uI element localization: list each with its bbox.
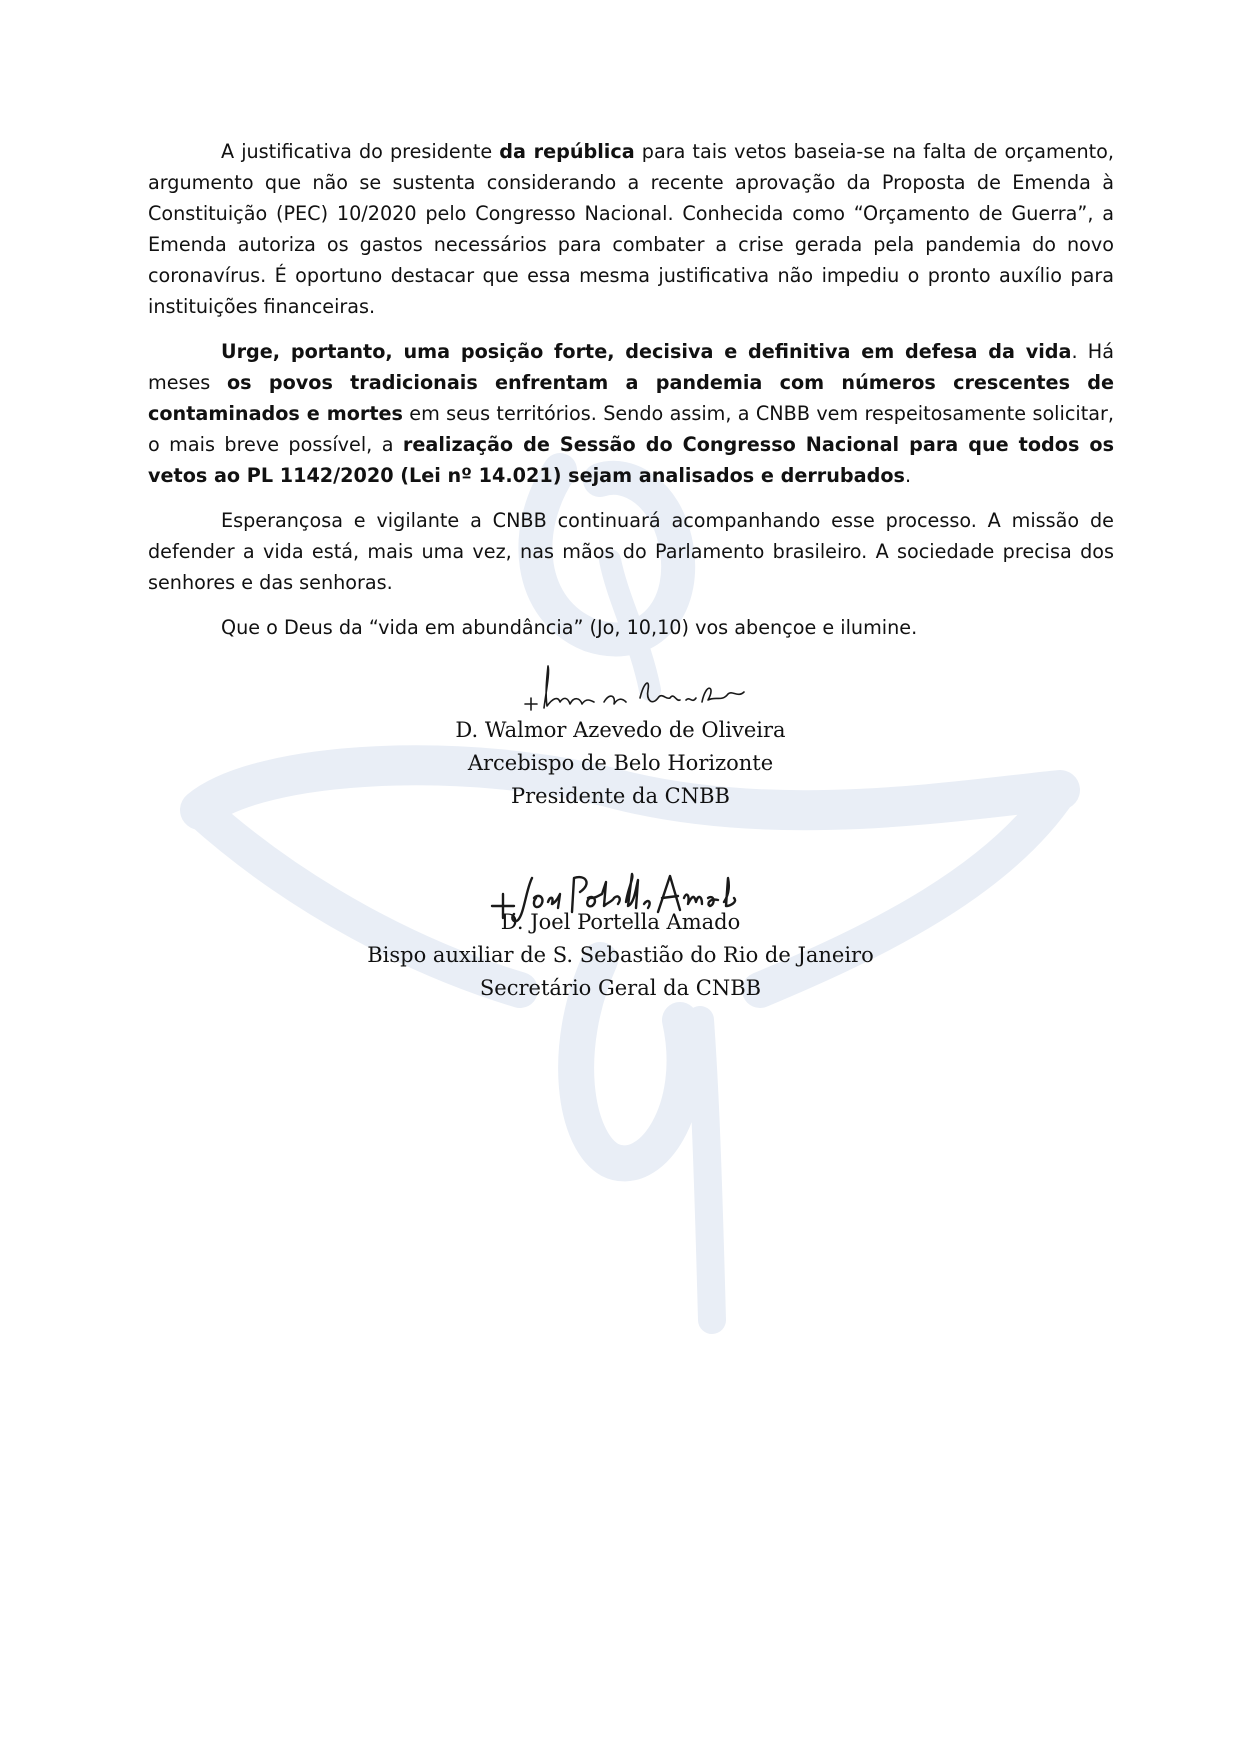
signature-walmor (520, 662, 750, 722)
paragraph-justificativa (148, 136, 1114, 322)
paragraph-urge (148, 336, 1114, 491)
signatory-name: D. Joel Portella Amado (500, 910, 741, 934)
paragraph-run: . Há meses (148, 340, 1114, 394)
paragraph-run-bold: Urge, portanto, uma posição forte, decisiva e definitiva em defesa da vida (221, 340, 1072, 363)
paragraph-run-bold: realização de Sessão do Congresso Nacional para que todos os vetos ao PL 1142/2020 (Lei nº 14.021) sejam analisados e derrubados (148, 433, 1114, 487)
paragraph-run: . (904, 464, 912, 487)
paragraph-run: Esperançosa e vigilante a CNBB continuará acompanhando esse processo. A missão de defender a vida está, mais uma vez, nas mãos do Parlamento brasileiro. A sociedade precisa dos senhores e das senhoras. (148, 509, 1114, 594)
paragraph-run: Que o Deus da “vida em abundância” (Jo, 10,10) vos abençoe e ilumine. (221, 616, 918, 639)
paragraph-run: em seus territórios. Sendo assim, a CNBB vem respeitosamente solicitar, o mais breve possível, a (148, 402, 1114, 456)
paragraph-run: A justificativa do presidente (221, 140, 500, 163)
paragraph-bencao (148, 612, 1114, 643)
signatory-role: Arcebispo de Belo Horizonte (467, 751, 774, 775)
signatory-role: Bispo auxiliar de S. Sebastião do Rio de Janeiro (367, 943, 874, 967)
paragraph-run-bold: os povos tradicionais enfrentam a pandemia com números crescentes de contaminados e mortes (148, 371, 1114, 425)
paragraph-esperancosa (148, 505, 1114, 598)
signatory-office: Secretário Geral da CNBB (479, 976, 762, 1000)
letter-body (148, 136, 1114, 657)
signature-joel (488, 868, 748, 928)
signatory-name: D. Walmor Azevedo de Oliveira (455, 718, 786, 742)
signatory-walmor (0, 714, 1241, 813)
signatory-office: Presidente da CNBB (511, 784, 730, 808)
paragraph-run: para tais vetos baseia-se na falta de orçamento, argumento que não se sustenta considerando a recente aprovação da Proposta de Emenda à Constituição (PEC) 10/2020 pelo Congresso Nacional. Conhecida como “Orçamento de Guerra”, a Emenda autoriza os gastos necessários para combater a crise gerada pela pandemia do novo coronavírus. É oportuno destacar que essa mesma justificativa não impediu o pronto auxílio para instituições financeiras. (148, 140, 1114, 318)
paragraph-run-bold: da república (499, 140, 635, 163)
